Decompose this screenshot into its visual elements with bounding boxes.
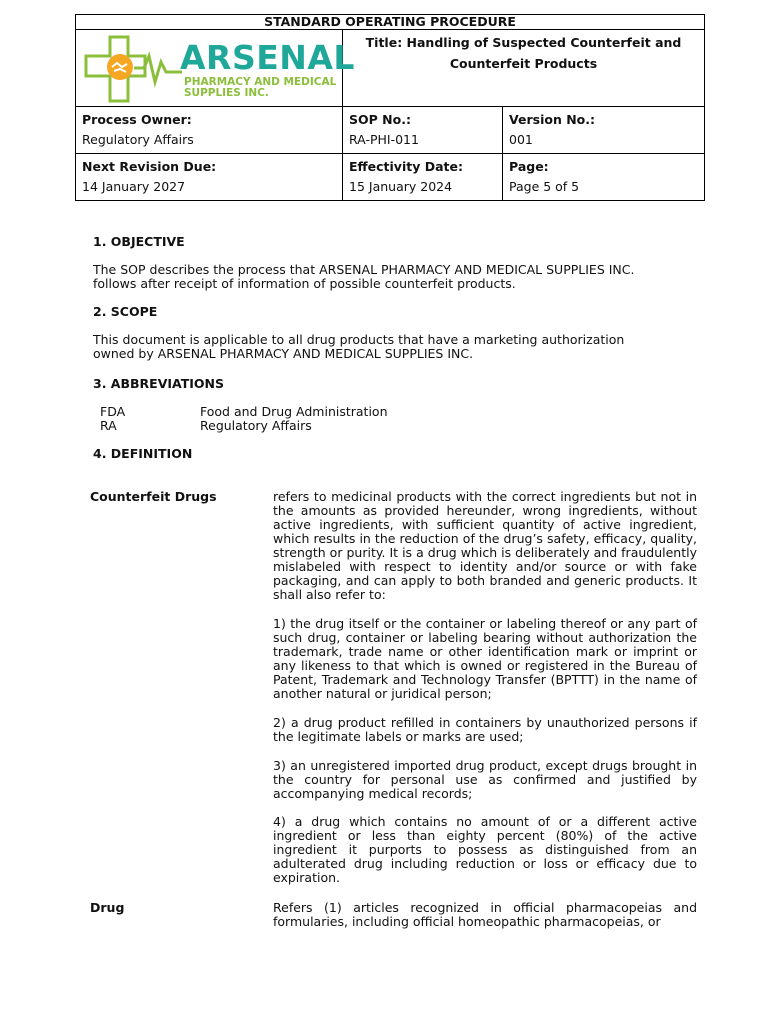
process-owner-cell	[76, 107, 343, 154]
effectivity-cell	[343, 154, 503, 201]
page-label: Page:	[509, 159, 549, 174]
effectivity-label: Effectivity Date:	[349, 159, 463, 174]
term-drug: Drug	[90, 900, 125, 915]
sop-no-value: RA-PHI-011	[349, 132, 419, 147]
next-revision-cell	[76, 154, 343, 201]
logo-brand-text: ARSENAL	[180, 38, 355, 77]
abbreviations-heading: 3. ABBREVIATIONS	[93, 376, 224, 391]
definition-item-4: 4) a drug which contains no amount of or a different active ingredient or less than eighty percent (80%) of the active ingredient it purports to possess as distinguished from an adulterated drug including reduction or loss or efficacy due to expiration.	[273, 814, 697, 885]
page-cell	[503, 154, 705, 201]
scope-heading: 2. SCOPE	[93, 304, 158, 319]
cross-handshake-icon	[82, 34, 182, 104]
definition-item-1: 1) the drug itself or the container or labeling thereof or any part of such drug, container or labeling bearing without authorization the trademark, trade name or other identification mark or imprint or any likeness to that which is owned or registered in the Bureau of Patent, Trademark and Technology Transfer (BPTTT) in the name of another natural or juridical person;	[273, 616, 697, 701]
logo-cell	[76, 30, 355, 107]
next-revision-value: 14 January 2027	[82, 179, 186, 194]
next-revision-label: Next Revision Due:	[82, 159, 217, 174]
definition-item-3: 3) an unregistered imported drug product, except drugs brought in the country for personal use as confirmed and justified by accompanying medical records;	[273, 758, 697, 801]
process-owner-value: Regulatory Affairs	[82, 132, 194, 147]
term-counterfeit-drugs: Counterfeit Drugs	[90, 489, 217, 504]
version-value: 001	[509, 132, 533, 147]
definition-item-2: 2) a drug product refilled in containers by unauthorized persons if the legitimate labels or marks are used;	[273, 715, 697, 744]
logo-subtext: PHARMACY AND MEDICAL SUPPLIES INC.	[184, 76, 337, 99]
sop-no-label: SOP No.:	[349, 112, 411, 127]
definition-counterfeit-main: refers to medicinal products with the correct ingredients but not in the amounts as provided hereunder, wrong ingredients, without active ingredients, with sufficient quantity of active ingredient, which results in the reduction of the drug’s safety, efficacy, quality, strength or purity. It is a drug which is deliberately and fraudulently mislabeled with respect to identity and/or source or with fake packaging, and can apply to both branded and generic products. It shall also refer to:	[273, 489, 697, 602]
objective-heading: 1. OBJECTIVE	[93, 234, 185, 249]
version-label: Version No.:	[509, 112, 595, 127]
process-owner-label: Process Owner:	[82, 112, 192, 127]
definition-drug: Refers (1) articles recognized in official pharmacopeias and formularies, including official homeopathic pharmacopeias, or	[273, 900, 697, 929]
abbreviation-row: FDA Food and Drug Administration	[100, 404, 388, 419]
objective-text: The SOP describes the process that ARSENAL PHARMACY AND MEDICAL SUPPLIES INC. follows after receipt of information of possible counterfeit products.	[93, 262, 635, 291]
abbreviation-row: RA Regulatory Affairs	[100, 418, 312, 433]
sop-heading: STANDARD OPERATING PROCEDURE	[76, 15, 705, 30]
version-cell	[503, 107, 705, 154]
effectivity-value: 15 January 2024	[349, 179, 453, 194]
sop-no-cell	[343, 107, 503, 154]
document-title: Title: Handling of Suspected Counterfeit and Counterfeit Products	[343, 30, 705, 107]
definition-heading: 4. DEFINITION	[93, 446, 193, 461]
scope-text: This document is applicable to all drug products that have a marketing authorization owned by ARSENAL PHARMACY AND MEDICAL SUPPLIES INC.	[93, 332, 625, 361]
sop-header-table	[75, 14, 705, 201]
company-logo	[76, 30, 355, 106]
page-value: Page 5 of 5	[509, 179, 580, 194]
